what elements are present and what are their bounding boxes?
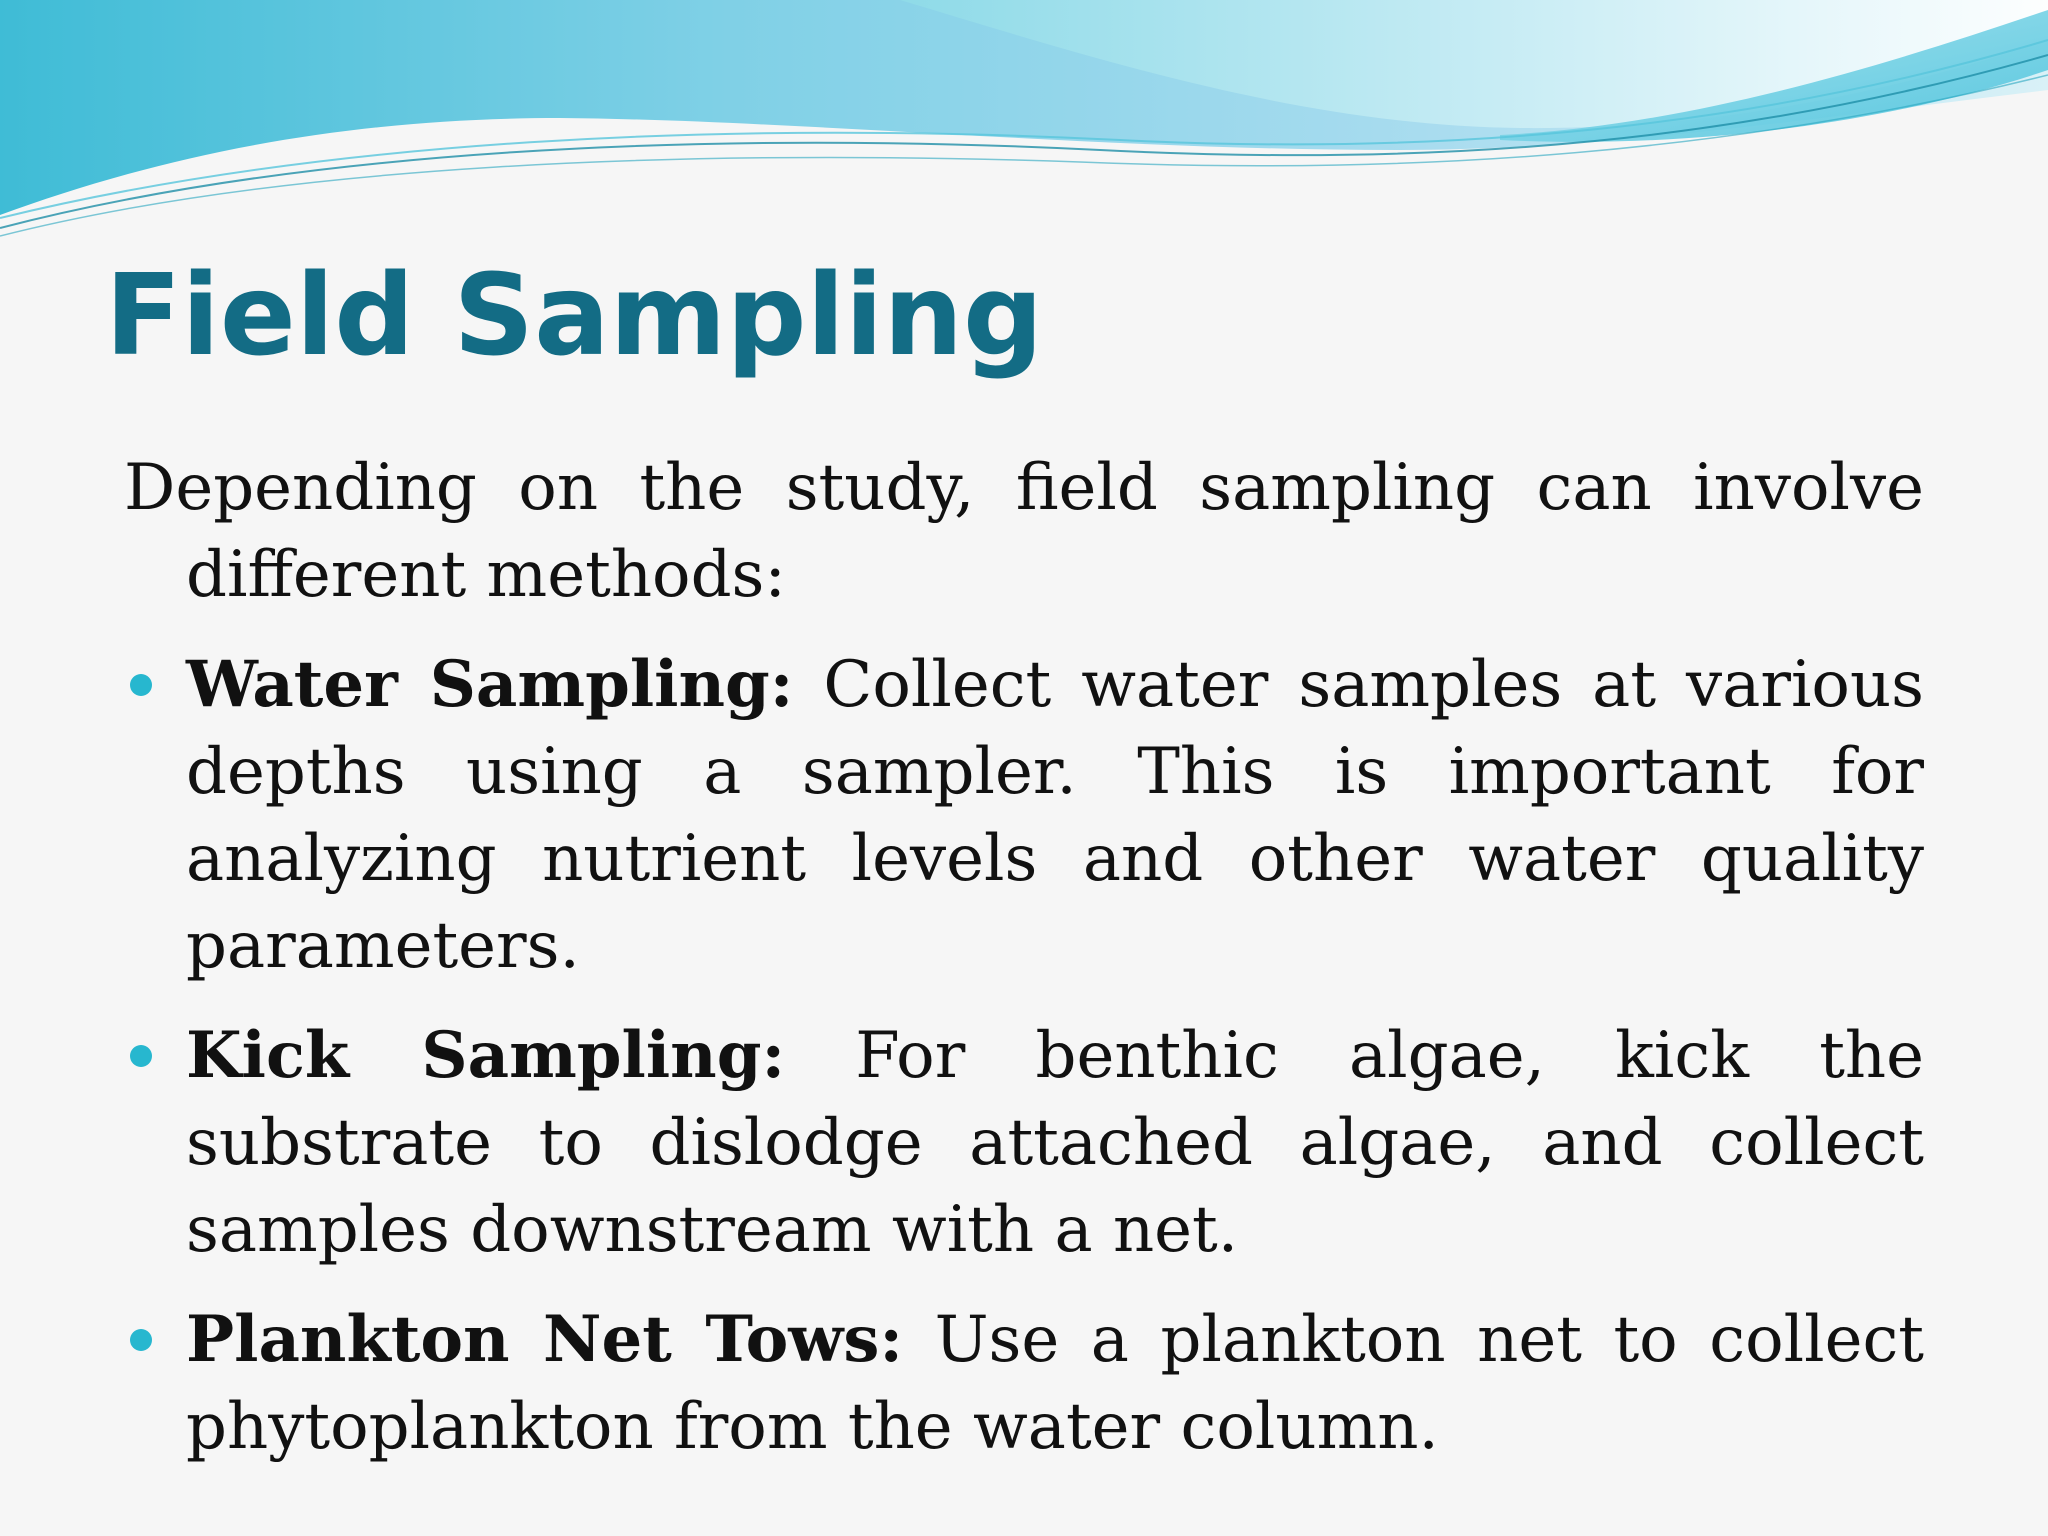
intro-paragraph: Depending on the study, field sampling can involve different methods: [124,451,1924,612]
bullet-term: Water Sampling: [186,647,794,722]
slide-title: Field Sampling [105,251,1044,381]
slide-body [124,445,1924,1493]
bullet-text: Collect water samples at various depths using a sampler. This is important for analyzing nutrient levels and other water quality parameters. [186,648,1924,983]
bullet-dot-icon [130,1329,152,1351]
bullet-item-water-sampling [124,641,1924,990]
bullet-list [124,641,1924,1471]
bullet-term: Plankton Net Tows: [186,1302,904,1377]
bullet-item-kick-sampling [124,1012,1924,1274]
bullet-item-plankton-net-tows [124,1296,1924,1471]
bullet-text: Use a plankton net to collect phytoplankton from the water column. [186,1303,1924,1464]
bullet-dot-icon [130,1045,152,1067]
header-wave-decoration [0,0,2048,240]
bullet-dot-icon [130,674,152,696]
bullet-term: Kick Sampling: [186,1018,786,1093]
bullet-text: For benthic algae, kick the substrate to dislodge attached algae, and collect samples downstream with a net. [186,1019,1924,1267]
